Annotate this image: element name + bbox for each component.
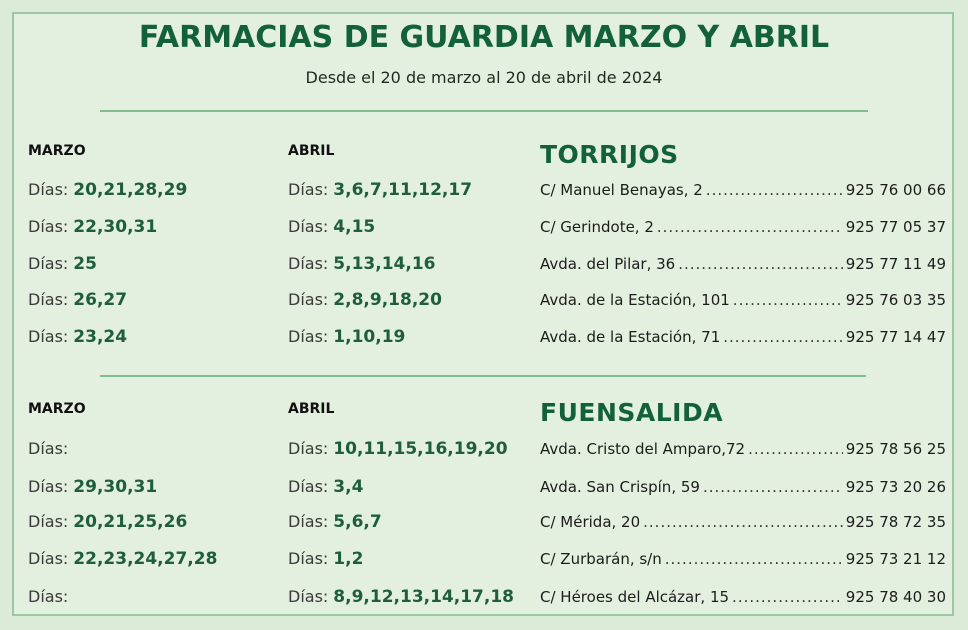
leader-dots	[748, 440, 843, 458]
leader-dots	[733, 291, 843, 309]
march-days-value: 23,24	[73, 327, 128, 347]
april-days-row	[288, 327, 405, 347]
april-days-value: 5,13,14,16	[333, 254, 436, 274]
april-days-row	[288, 587, 514, 607]
leader-dots	[723, 328, 843, 346]
pharmacy-address: Avda. Cristo del Amparo,72	[540, 440, 746, 458]
town-heading-torrijos: TORRIJOS	[540, 140, 679, 169]
pharmacy-entry	[540, 328, 946, 346]
page-subtitle: Desde el 20 de marzo al 20 de abril de 2024	[305, 68, 663, 87]
pharmacy-phone: 925 76 00 66	[845, 181, 946, 199]
march-days-row	[28, 477, 157, 497]
leader-dots	[732, 588, 843, 606]
pharmacy-entry	[540, 588, 946, 606]
days-label: Días:	[288, 327, 329, 346]
days-label: Días:	[28, 217, 69, 236]
april-days-value: 2,8,9,18,20	[333, 290, 442, 310]
pharmacy-entry	[540, 291, 946, 309]
april-days-value: 4,15	[333, 217, 376, 237]
days-label: Días:	[28, 290, 69, 309]
pharmacy-phone: 925 77 14 47	[845, 328, 946, 346]
april-days-row	[288, 439, 508, 459]
days-label: Días:	[288, 587, 329, 606]
pharmacy-address: C/ Manuel Benayas, 2	[540, 181, 703, 199]
divider	[100, 375, 866, 377]
march-column-header: MARZO	[28, 401, 86, 417]
pharmacy-entry	[540, 478, 946, 496]
pharmacy-phone: 925 73 21 12	[845, 550, 946, 568]
april-days-value: 1,2	[333, 549, 364, 569]
leader-dots	[665, 550, 843, 568]
march-days-value: 22,23,24,27,28	[73, 549, 218, 569]
leader-dots	[678, 255, 843, 273]
divider	[100, 110, 868, 112]
leader-dots	[703, 478, 843, 496]
pharmacy-address: Avda. de la Estación, 71	[540, 328, 721, 346]
days-label: Días:	[28, 477, 69, 496]
march-days-row	[28, 439, 73, 459]
days-label: Días:	[288, 217, 329, 236]
april-days-row	[288, 549, 363, 569]
pharmacy-entry	[540, 440, 946, 458]
pharmacy-phone: 925 73 20 26	[845, 478, 946, 496]
april-days-row	[288, 217, 375, 237]
pharmacy-entry	[540, 218, 946, 236]
days-label: Días:	[28, 512, 69, 531]
pharmacy-address: C/ Héroes del Alcázar, 15	[540, 588, 730, 606]
pharmacy-phone: 925 78 72 35	[845, 513, 946, 531]
april-column-header: ABRIL	[288, 401, 335, 417]
days-label: Días:	[288, 290, 329, 309]
town-heading-fuensalida: FUENSALIDA	[540, 398, 724, 427]
days-label: Días:	[28, 180, 69, 199]
march-days-row	[28, 290, 127, 310]
april-days-row	[288, 512, 382, 532]
days-label: Días:	[288, 254, 329, 273]
pharmacy-address: Avda. San Crispín, 59	[540, 478, 700, 496]
days-label: Días:	[288, 477, 329, 496]
march-days-value: 20,21,28,29	[73, 180, 188, 200]
april-days-row	[288, 290, 442, 310]
march-days-value: 20,21,25,26	[73, 512, 188, 532]
days-label: Días:	[288, 439, 329, 458]
pharmacy-address: C/ Zurbarán, s/n	[540, 550, 662, 568]
pharmacy-entry	[540, 513, 946, 531]
days-label: Días:	[28, 327, 69, 346]
march-days-row	[28, 512, 187, 532]
pharmacy-entry	[540, 255, 946, 273]
march-days-row	[28, 587, 73, 607]
pharmacy-address: C/ Gerindote, 2	[540, 218, 654, 236]
march-days-value: 22,30,31	[73, 217, 158, 237]
march-days-value: 25	[73, 254, 97, 274]
april-days-value: 8,9,12,13,14,17,18	[333, 587, 514, 607]
april-days-value: 3,6,7,11,12,17	[333, 180, 473, 200]
april-days-row	[288, 477, 363, 497]
april-column-header: ABRIL	[288, 143, 335, 159]
days-label: Días:	[28, 549, 69, 568]
pharmacy-address: Avda. del Pilar, 36	[540, 255, 676, 273]
leader-dots	[643, 513, 843, 531]
pharmacy-phone: 925 78 56 25	[845, 440, 946, 458]
pharmacy-entry	[540, 181, 946, 199]
april-days-value: 1,10,19	[333, 327, 406, 347]
leader-dots	[706, 181, 843, 199]
march-days-row	[28, 180, 187, 200]
page-title: FARMACIAS DE GUARDIA MARZO Y ABRIL	[138, 20, 830, 55]
march-days-value: 29,30,31	[73, 477, 158, 497]
april-days-row	[288, 254, 435, 274]
days-label: Días:	[288, 512, 329, 531]
pharmacy-phone: 925 77 05 37	[845, 218, 946, 236]
march-days-row	[28, 254, 97, 274]
pharmacy-address: Avda. de la Estación, 101	[540, 291, 730, 309]
april-days-value: 10,11,15,16,19,20	[333, 439, 508, 459]
pharmacy-phone: 925 78 40 30	[845, 588, 946, 606]
april-days-value: 5,6,7	[333, 512, 382, 532]
march-days-value: 26,27	[73, 290, 128, 310]
april-days-row	[288, 180, 472, 200]
days-label: Días:	[288, 180, 329, 199]
april-days-value: 3,4	[333, 477, 364, 497]
pharmacy-address: C/ Mérida, 20	[540, 513, 641, 531]
pharmacy-phone: 925 76 03 35	[845, 291, 946, 309]
pharmacy-phone: 925 77 11 49	[845, 255, 946, 273]
leader-dots	[657, 218, 843, 236]
days-label: Días:	[28, 587, 69, 606]
march-days-row	[28, 217, 157, 237]
march-days-row	[28, 549, 217, 569]
march-column-header: MARZO	[28, 143, 86, 159]
days-label: Días:	[28, 439, 69, 458]
days-label: Días:	[288, 549, 329, 568]
days-label: Días:	[28, 254, 69, 273]
march-days-row	[28, 327, 127, 347]
pharmacy-entry	[540, 550, 946, 568]
